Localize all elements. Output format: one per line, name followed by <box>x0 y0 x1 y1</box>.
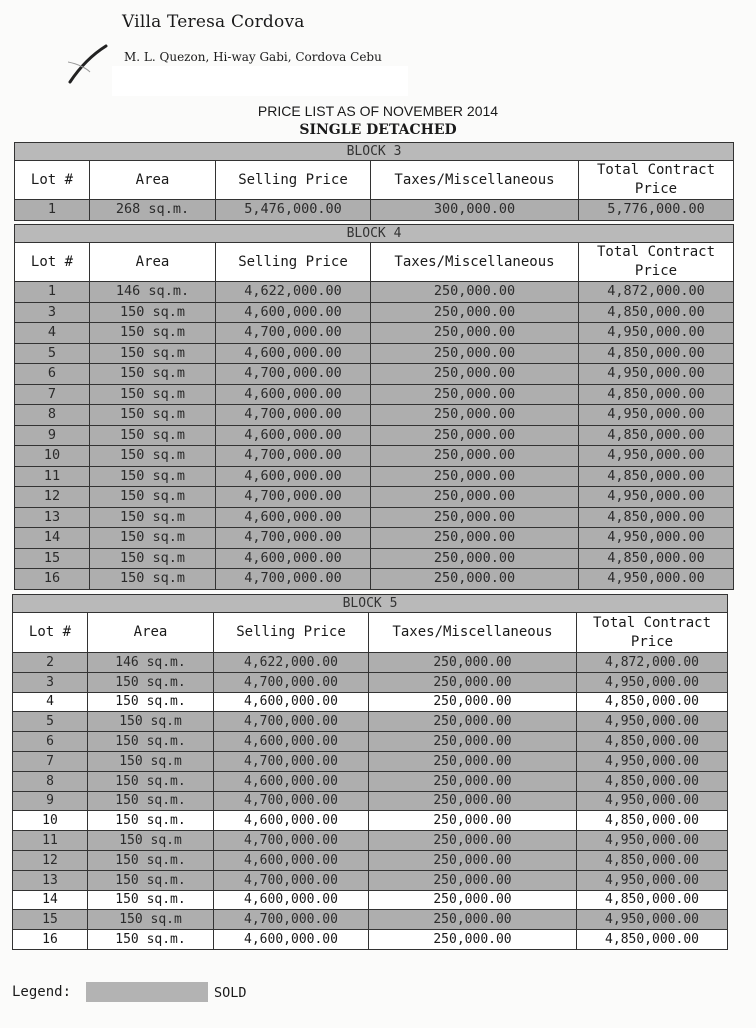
selling-price-cell: 4,700,000.00 <box>214 910 369 930</box>
lot-cell: 5 <box>13 712 88 732</box>
selling-price-cell: 4,700,000.00 <box>216 364 371 385</box>
table-row <box>13 850 728 870</box>
total-price-cell: 4,950,000.00 <box>579 528 734 549</box>
taxes-cell: 250,000.00 <box>369 712 577 732</box>
selling-price-header: Selling Price <box>216 243 371 282</box>
table-row <box>13 811 728 831</box>
area-header: Area <box>88 613 214 653</box>
table-row <box>15 405 734 426</box>
area-cell: 150 sq.m <box>88 751 214 771</box>
selling-price-cell: 4,600,000.00 <box>216 466 371 487</box>
selling-price-cell: 4,700,000.00 <box>214 870 369 890</box>
lot-header: Lot # <box>15 161 90 200</box>
page-subtitle: SINGLE DETACHED <box>299 122 457 138</box>
total-price-cell: 4,850,000.00 <box>579 425 734 446</box>
area-cell: 150 sq.m. <box>88 870 214 890</box>
block-label: BLOCK 5 <box>13 595 728 613</box>
selling-price-cell: 4,600,000.00 <box>214 850 369 870</box>
total-price-cell: 5,776,000.00 <box>579 200 734 221</box>
taxes-cell: 250,000.00 <box>371 364 579 385</box>
area-cell: 150 sq.m <box>90 446 216 467</box>
block-5-table <box>12 594 728 950</box>
total-price-cell: 4,850,000.00 <box>579 343 734 364</box>
selling-price-cell: 4,700,000.00 <box>216 487 371 508</box>
lot-cell: 7 <box>13 751 88 771</box>
total-price-cell: 4,850,000.00 <box>577 732 728 752</box>
taxes-cell: 250,000.00 <box>371 507 579 528</box>
total-price-cell: 4,850,000.00 <box>579 548 734 569</box>
legend-sold-text: SOLD <box>214 985 247 1001</box>
area-cell: 150 sq.m. <box>88 890 214 910</box>
area-cell: 150 sq.m <box>90 343 216 364</box>
lot-cell: 14 <box>15 528 90 549</box>
table-row <box>15 507 734 528</box>
lot-cell: 10 <box>15 446 90 467</box>
block-label-row <box>15 143 734 161</box>
selling-price-cell: 4,600,000.00 <box>214 732 369 752</box>
area-cell: 150 sq.m <box>88 910 214 930</box>
selling-price-cell: 4,700,000.00 <box>216 323 371 344</box>
table-row <box>15 200 734 221</box>
selling-price-cell: 4,600,000.00 <box>214 890 369 910</box>
block-label-row <box>13 595 728 613</box>
area-cell: 150 sq.m <box>90 364 216 385</box>
lot-cell: 11 <box>13 831 88 851</box>
taxes-cell: 250,000.00 <box>371 569 579 590</box>
area-cell: 150 sq.m <box>90 302 216 323</box>
selling-price-cell: 4,700,000.00 <box>214 751 369 771</box>
taxes-cell: 250,000.00 <box>371 487 579 508</box>
area-cell: 150 sq.m. <box>88 850 214 870</box>
selling-price-cell: 4,600,000.00 <box>216 548 371 569</box>
lot-cell: 13 <box>15 507 90 528</box>
total-price-cell: 4,950,000.00 <box>577 791 728 811</box>
table-row <box>15 548 734 569</box>
selling-price-cell: 4,622,000.00 <box>214 653 369 673</box>
taxes-cell: 250,000.00 <box>369 692 577 712</box>
total-price-cell: 4,950,000.00 <box>579 323 734 344</box>
total-price-cell: 4,950,000.00 <box>579 446 734 467</box>
table-row <box>13 712 728 732</box>
selling-price-cell: 4,700,000.00 <box>214 791 369 811</box>
area-cell: 150 sq.m <box>90 528 216 549</box>
selling-price-cell: 4,700,000.00 <box>214 672 369 692</box>
selling-price-cell: 4,600,000.00 <box>214 771 369 791</box>
lot-cell: 3 <box>15 302 90 323</box>
block-4-table <box>14 224 734 590</box>
table-row <box>15 528 734 549</box>
block-3-table <box>14 142 734 221</box>
total-price-cell: 4,850,000.00 <box>577 771 728 791</box>
selling-price-cell: 4,700,000.00 <box>214 712 369 732</box>
taxes-cell: 250,000.00 <box>369 870 577 890</box>
taxes-cell: 250,000.00 <box>369 831 577 851</box>
lot-header: Lot # <box>13 613 88 653</box>
area-cell: 150 sq.m <box>90 507 216 528</box>
table-row <box>15 487 734 508</box>
total-price-cell: 4,850,000.00 <box>577 692 728 712</box>
brand-logo-swoosh <box>68 42 108 86</box>
total-price-cell: 4,950,000.00 <box>579 364 734 385</box>
area-cell: 150 sq.m <box>90 548 216 569</box>
area-cell: 150 sq.m. <box>88 732 214 752</box>
selling-price-cell: 4,700,000.00 <box>216 405 371 426</box>
total-price-cell: 4,950,000.00 <box>579 487 734 508</box>
selling-price-cell: 4,600,000.00 <box>214 811 369 831</box>
taxes-cell: 300,000.00 <box>371 200 579 221</box>
table-row <box>13 831 728 851</box>
selling-price-cell: 4,600,000.00 <box>214 930 369 950</box>
area-cell: 150 sq.m <box>90 425 216 446</box>
lot-cell: 9 <box>15 425 90 446</box>
lot-cell: 6 <box>15 364 90 385</box>
taxes-cell: 250,000.00 <box>371 302 579 323</box>
taxes-cell: 250,000.00 <box>369 890 577 910</box>
block-label: BLOCK 4 <box>15 225 734 243</box>
lot-cell: 1 <box>15 282 90 303</box>
area-cell: 150 sq.m. <box>88 791 214 811</box>
lot-cell: 13 <box>13 870 88 890</box>
area-cell: 150 sq.m <box>90 569 216 590</box>
taxes-header: Taxes/Miscellaneous <box>371 243 579 282</box>
selling-price-cell: 4,700,000.00 <box>214 831 369 851</box>
area-cell: 150 sq.m. <box>88 811 214 831</box>
total-price-cell: 4,872,000.00 <box>579 282 734 303</box>
area-header: Area <box>90 243 216 282</box>
selling-price-cell: 4,600,000.00 <box>216 343 371 364</box>
table-row <box>13 653 728 673</box>
taxes-cell: 250,000.00 <box>371 425 579 446</box>
column-header-row <box>15 243 734 282</box>
brand-address: M. L. Quezon, Hi-way Gabi, Cordova Cebu <box>124 50 382 64</box>
lot-cell: 1 <box>15 200 90 221</box>
lot-cell: 16 <box>13 930 88 950</box>
selling-price-cell: 4,600,000.00 <box>216 302 371 323</box>
total-price-cell: 4,950,000.00 <box>577 672 728 692</box>
selling-price-cell: 5,476,000.00 <box>216 200 371 221</box>
table-row <box>13 910 728 930</box>
total-price-cell: 4,950,000.00 <box>577 751 728 771</box>
table-row <box>15 384 734 405</box>
redaction-box <box>112 66 408 96</box>
total-price-header: Total Contract Price <box>577 613 728 653</box>
lot-cell: 14 <box>13 890 88 910</box>
table-row <box>15 446 734 467</box>
lot-cell: 5 <box>15 343 90 364</box>
total-price-cell: 4,950,000.00 <box>577 910 728 930</box>
lot-cell: 6 <box>13 732 88 752</box>
area-cell: 150 sq.m <box>90 384 216 405</box>
taxes-cell: 250,000.00 <box>369 910 577 930</box>
selling-price-cell: 4,700,000.00 <box>216 569 371 590</box>
table-row <box>13 751 728 771</box>
table-row <box>13 791 728 811</box>
taxes-cell: 250,000.00 <box>369 850 577 870</box>
selling-price-cell: 4,700,000.00 <box>216 528 371 549</box>
column-header-row <box>15 161 734 200</box>
total-price-cell: 4,850,000.00 <box>579 507 734 528</box>
area-cell: 150 sq.m. <box>88 930 214 950</box>
area-cell: 150 sq.m. <box>88 672 214 692</box>
block-label-row <box>15 225 734 243</box>
taxes-header: Taxes/Miscellaneous <box>369 613 577 653</box>
total-price-cell: 4,872,000.00 <box>577 653 728 673</box>
area-cell: 150 sq.m <box>90 323 216 344</box>
table-row <box>15 343 734 364</box>
taxes-cell: 250,000.00 <box>369 751 577 771</box>
total-price-cell: 4,950,000.00 <box>579 569 734 590</box>
taxes-header: Taxes/Miscellaneous <box>371 161 579 200</box>
taxes-cell: 250,000.00 <box>371 323 579 344</box>
table-row <box>15 569 734 590</box>
table-row <box>15 425 734 446</box>
legend-sold-swatch <box>86 982 208 1002</box>
selling-price-cell: 4,700,000.00 <box>216 446 371 467</box>
total-price-cell: 4,950,000.00 <box>579 405 734 426</box>
total-price-cell: 4,950,000.00 <box>577 712 728 732</box>
total-price-cell: 4,950,000.00 <box>577 870 728 890</box>
total-price-header: Total Contract Price <box>579 243 734 282</box>
legend-label: Legend: <box>12 984 72 1000</box>
table-row <box>13 890 728 910</box>
selling-price-header: Selling Price <box>216 161 371 200</box>
brand-name: Villa Teresa Cordova <box>122 12 305 32</box>
table-row <box>13 771 728 791</box>
lot-cell: 16 <box>15 569 90 590</box>
lot-cell: 10 <box>13 811 88 831</box>
total-price-header: Total Contract Price <box>579 161 734 200</box>
taxes-cell: 250,000.00 <box>371 548 579 569</box>
taxes-cell: 250,000.00 <box>371 405 579 426</box>
taxes-cell: 250,000.00 <box>371 384 579 405</box>
lot-cell: 8 <box>15 405 90 426</box>
table-row <box>13 930 728 950</box>
lot-cell: 15 <box>15 548 90 569</box>
taxes-cell: 250,000.00 <box>371 528 579 549</box>
table-row <box>13 672 728 692</box>
selling-price-header: Selling Price <box>214 613 369 653</box>
total-price-cell: 4,950,000.00 <box>577 831 728 851</box>
lot-cell: 15 <box>13 910 88 930</box>
area-cell: 150 sq.m. <box>88 771 214 791</box>
column-header-row <box>13 613 728 653</box>
table-row <box>15 282 734 303</box>
table-row <box>15 466 734 487</box>
area-cell: 268 sq.m. <box>90 200 216 221</box>
area-cell: 150 sq.m <box>90 487 216 508</box>
lot-cell: 2 <box>13 653 88 673</box>
taxes-cell: 250,000.00 <box>369 653 577 673</box>
taxes-cell: 250,000.00 <box>371 446 579 467</box>
lot-cell: 8 <box>13 771 88 791</box>
taxes-cell: 250,000.00 <box>371 282 579 303</box>
area-cell: 146 sq.m. <box>90 282 216 303</box>
page-title: PRICE LIST AS OF NOVEMBER 2014 <box>257 103 499 119</box>
taxes-cell: 250,000.00 <box>369 672 577 692</box>
selling-price-cell: 4,600,000.00 <box>216 384 371 405</box>
table-row <box>13 692 728 712</box>
area-cell: 146 sq.m. <box>88 653 214 673</box>
area-cell: 150 sq.m <box>88 831 214 851</box>
table-row <box>13 732 728 752</box>
taxes-cell: 250,000.00 <box>369 791 577 811</box>
table-row <box>15 302 734 323</box>
taxes-cell: 250,000.00 <box>369 732 577 752</box>
total-price-cell: 4,850,000.00 <box>579 466 734 487</box>
lot-cell: 12 <box>13 850 88 870</box>
table-row <box>15 323 734 344</box>
total-price-cell: 4,850,000.00 <box>577 890 728 910</box>
lot-cell: 11 <box>15 466 90 487</box>
lot-cell: 4 <box>15 323 90 344</box>
taxes-cell: 250,000.00 <box>371 466 579 487</box>
area-header: Area <box>90 161 216 200</box>
total-price-cell: 4,850,000.00 <box>579 302 734 323</box>
lot-cell: 12 <box>15 487 90 508</box>
total-price-cell: 4,850,000.00 <box>577 930 728 950</box>
area-cell: 150 sq.m <box>90 466 216 487</box>
taxes-cell: 250,000.00 <box>369 930 577 950</box>
total-price-cell: 4,850,000.00 <box>577 811 728 831</box>
lot-cell: 7 <box>15 384 90 405</box>
total-price-cell: 4,850,000.00 <box>579 384 734 405</box>
taxes-cell: 250,000.00 <box>369 771 577 791</box>
lot-cell: 9 <box>13 791 88 811</box>
area-cell: 150 sq.m <box>88 712 214 732</box>
selling-price-cell: 4,600,000.00 <box>214 692 369 712</box>
area-cell: 150 sq.m <box>90 405 216 426</box>
lot-cell: 4 <box>13 692 88 712</box>
table-row <box>15 364 734 385</box>
selling-price-cell: 4,600,000.00 <box>216 425 371 446</box>
total-price-cell: 4,850,000.00 <box>577 850 728 870</box>
taxes-cell: 250,000.00 <box>369 811 577 831</box>
lot-cell: 3 <box>13 672 88 692</box>
selling-price-cell: 4,622,000.00 <box>216 282 371 303</box>
block-label: BLOCK 3 <box>15 143 734 161</box>
area-cell: 150 sq.m. <box>88 692 214 712</box>
table-row <box>13 870 728 890</box>
taxes-cell: 250,000.00 <box>371 343 579 364</box>
lot-header: Lot # <box>15 243 90 282</box>
selling-price-cell: 4,600,000.00 <box>216 507 371 528</box>
